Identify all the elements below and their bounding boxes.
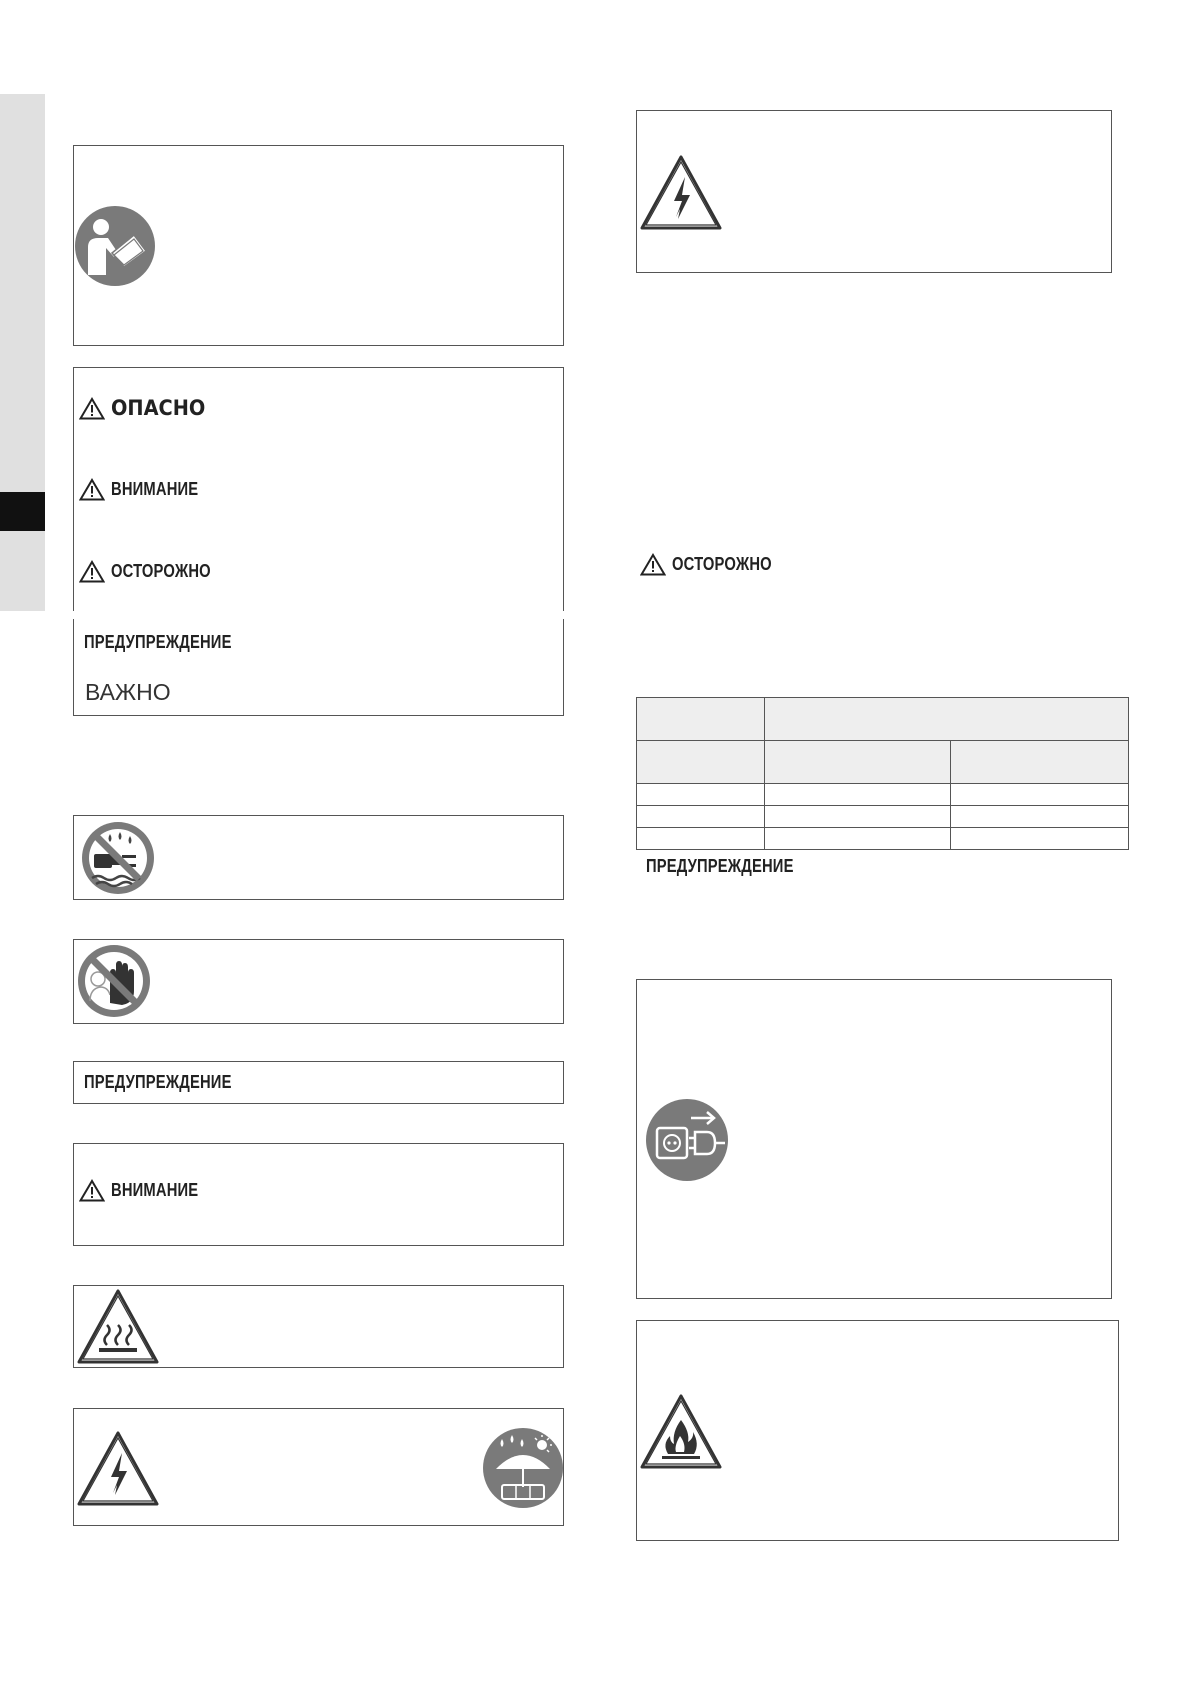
read-manual-box: [73, 145, 564, 346]
hot-surface-box: [73, 1285, 564, 1368]
table-cell: [951, 828, 1129, 850]
table-cell: [765, 806, 951, 828]
caution-text: ОСТОРОЖНО: [672, 554, 772, 574]
do-not-touch-box: [73, 939, 564, 1024]
warning-triangle-icon: [79, 478, 105, 501]
signal-words-box-gap: [70, 611, 75, 619]
table-cell: [765, 784, 951, 806]
table-cell: [637, 828, 765, 850]
table-cell: [765, 698, 1129, 741]
warning-triangle-icon: [640, 553, 666, 576]
fire-hazard-box: [636, 1320, 1119, 1541]
notice-text: ПРЕДУПРЕЖДЕНИЕ: [84, 1072, 232, 1092]
table-cell: [637, 741, 765, 784]
fire-hazard-icon: [638, 1392, 724, 1476]
warning-triangle-icon: [79, 560, 105, 583]
warning-label: [79, 1179, 217, 1202]
electric-weather-box: [73, 1408, 564, 1526]
electric-shock-icon: [75, 1429, 161, 1513]
table-row: [637, 784, 1129, 806]
table-cell: [765, 741, 951, 784]
specs-table: [636, 697, 1129, 850]
table-cell: [637, 806, 765, 828]
notice-label: [84, 632, 264, 653]
caution-label: [79, 560, 233, 583]
warning-text: ВНИМАНИЕ: [111, 479, 199, 499]
table-cell: [637, 698, 765, 741]
no-water-icon: [80, 820, 156, 901]
warning-label: [79, 478, 217, 501]
table-cell: [637, 784, 765, 806]
table-row: [637, 698, 1129, 741]
table-row: [637, 806, 1129, 828]
electric-shock-icon: [638, 153, 724, 237]
signal-words-box-gap-right: [562, 611, 567, 619]
notice-text: ПРЕДУПРЕЖДЕНИЕ: [646, 856, 794, 876]
warning-triangle-icon: [79, 397, 105, 420]
side-tab-strip: [0, 94, 45, 611]
table-row: [637, 741, 1129, 784]
notice-label: [636, 852, 794, 882]
hot-surface-icon: [75, 1287, 161, 1371]
notice-box: [73, 1061, 564, 1104]
table-cell: [951, 806, 1129, 828]
danger-label: [79, 396, 214, 420]
no-water-box: [73, 815, 564, 900]
warning-triangle-icon: [79, 1179, 105, 1202]
read-manual-icon: [74, 205, 156, 292]
table-cell: [951, 741, 1129, 784]
caution-text: ОСТОРОЖНО: [111, 561, 211, 581]
unplug-icon: [645, 1098, 729, 1187]
important-label: ВАЖНО: [85, 679, 171, 705]
warning-box: [73, 1143, 564, 1246]
side-tab-active-marker: [0, 492, 45, 531]
caution-label: [640, 553, 794, 576]
warning-text: ВНИМАНИЕ: [111, 1180, 199, 1200]
notice-text: ПРЕДУПРЕЖДЕНИЕ: [84, 632, 232, 652]
table-row: [637, 828, 1129, 850]
table-cell: [951, 784, 1129, 806]
danger-text: ОПАСНО: [111, 396, 206, 420]
table-cell: [765, 828, 951, 850]
do-not-touch-icon: [76, 943, 152, 1024]
weather-protection-icon: [482, 1427, 564, 1514]
unplug-box: [636, 979, 1112, 1299]
electric-shock-box: [636, 110, 1112, 273]
